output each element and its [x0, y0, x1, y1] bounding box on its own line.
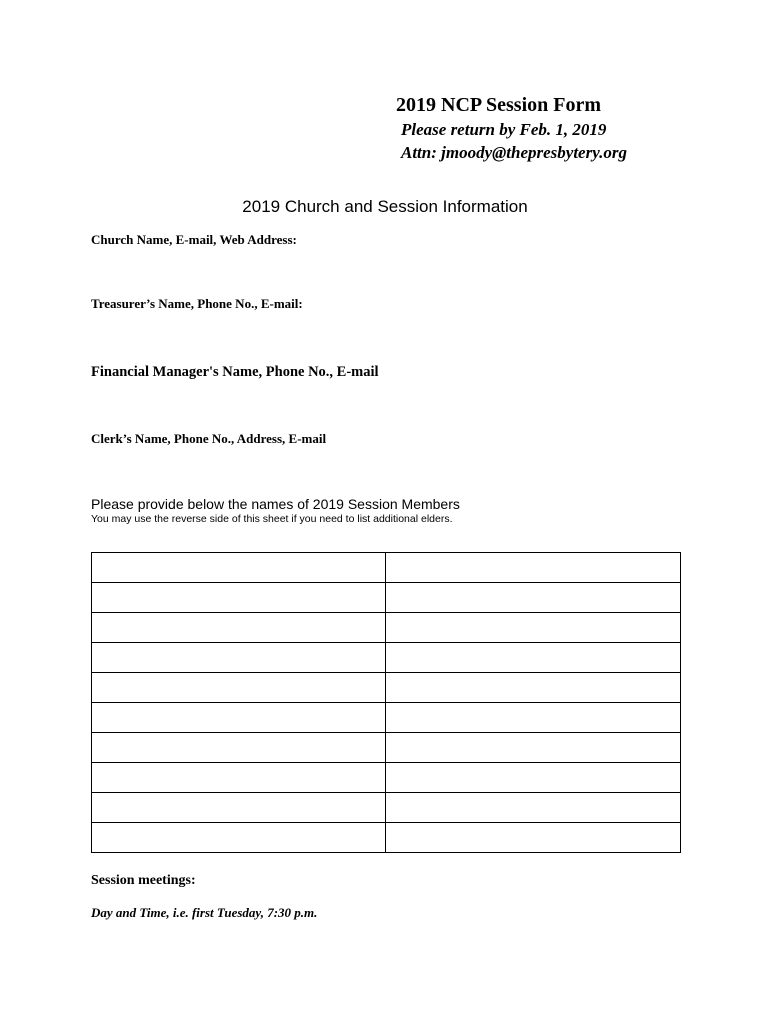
- return-deadline: Please return by Feb. 1, 2019: [401, 120, 607, 139]
- session-members-table: [91, 552, 681, 853]
- member-name-cell[interactable]: [92, 763, 386, 793]
- session-members-note: You may use the reverse side of this sheet if you need to list additional elders.: [91, 513, 453, 525]
- table-row: [92, 733, 681, 763]
- table-row: [92, 613, 681, 643]
- table-row: [92, 763, 681, 793]
- table-row: [92, 703, 681, 733]
- section-heading: 2019 Church and Session Information: [242, 197, 528, 216]
- member-name-cell[interactable]: [92, 553, 386, 583]
- member-name-cell[interactable]: [92, 583, 386, 613]
- member-name-cell[interactable]: [386, 823, 681, 853]
- member-name-cell[interactable]: [386, 703, 681, 733]
- session-members-heading: Please provide below the names of 2019 Session Members: [91, 496, 460, 512]
- member-name-cell[interactable]: [92, 793, 386, 823]
- treasurer-info-label: Treasurer’s Name, Phone No., E-mail:: [91, 296, 303, 311]
- table-row: [92, 793, 681, 823]
- clerk-info-label: Clerk’s Name, Phone No., Address, E-mail: [91, 431, 327, 446]
- financial-manager-info-label: Financial Manager's Name, Phone No., E-mail: [91, 364, 379, 380]
- member-name-cell[interactable]: [92, 643, 386, 673]
- member-name-cell[interactable]: [386, 643, 681, 673]
- table-row: [92, 643, 681, 673]
- member-name-cell[interactable]: [92, 823, 386, 853]
- member-name-cell[interactable]: [92, 703, 386, 733]
- member-name-cell[interactable]: [386, 553, 681, 583]
- form-header: [396, 92, 756, 164]
- session-meetings-hint: Day and Time, i.e. first Tuesday, 7:30 p.m.: [91, 905, 318, 920]
- member-name-cell[interactable]: [92, 733, 386, 763]
- attention-contact: Attn: jmoody@thepresbytery.org: [401, 143, 627, 162]
- member-name-cell[interactable]: [386, 673, 681, 703]
- table-row: [92, 823, 681, 853]
- table-row: [92, 553, 681, 583]
- table-row: [92, 583, 681, 613]
- member-name-cell[interactable]: [386, 793, 681, 823]
- member-name-cell[interactable]: [92, 673, 386, 703]
- session-meetings-label: Session meetings:: [91, 873, 196, 888]
- form-title: 2019 NCP Session Form: [396, 94, 601, 116]
- member-name-cell[interactable]: [386, 763, 681, 793]
- table-row: [92, 673, 681, 703]
- member-name-cell[interactable]: [386, 583, 681, 613]
- member-name-cell[interactable]: [386, 613, 681, 643]
- church-info-label: Church Name, E-mail, Web Address:: [91, 232, 297, 247]
- member-name-cell[interactable]: [92, 613, 386, 643]
- member-name-cell[interactable]: [386, 733, 681, 763]
